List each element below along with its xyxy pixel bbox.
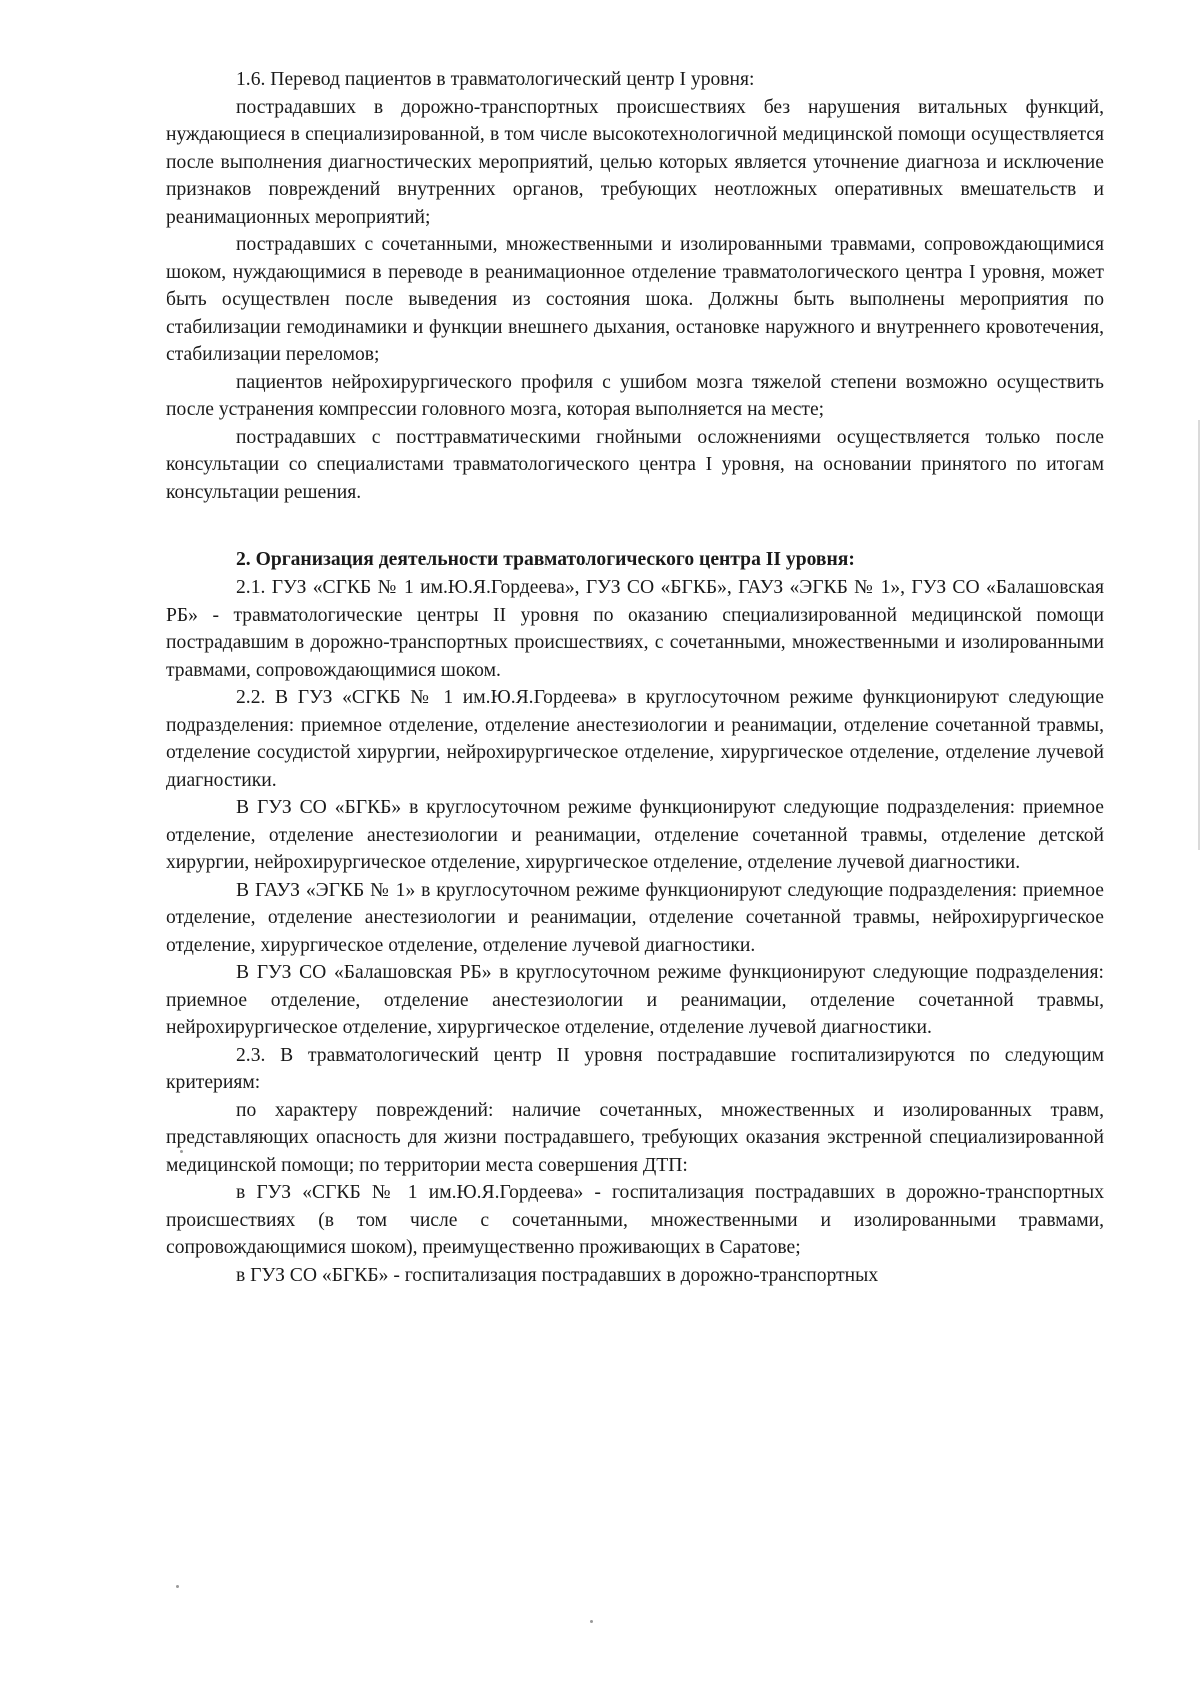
item-1-6-paragraph-4: пострадавших с посттравматическими гнойными осложнениями осуществляется только после консультации со специалистами травматологического центра I уровня, на основании принятого по итогам консультации решения. bbox=[166, 426, 1104, 503]
item-2-3-paragraph-3: в ГУЗ «СГКБ № 1 им.Ю.Я.Гордеева» - госпитализация пострадавших в дорожно-транспортных происшествиях (в том числе с сочетанными, множественными и изолированными травмами, сопровождающимися шоком), преимущественно проживающих в Саратове; bbox=[166, 1182, 1104, 1258]
item-2-3-paragraph-2: по характеру повреждений: наличие сочетанных, множественных и изолированных травм, представляющих опасность для жизни пострадавшего, требующих оказания экстренной специализированной медицинской помощи; по территории места совершения ДТП: bbox=[166, 1099, 1104, 1176]
section-2-heading: 2. Организация деятельности травматологического центра II уровня: bbox=[236, 549, 855, 570]
item-2-3-paragraph-1: 2.3. В травматологический центр II уровня пострадавшие госпитализируются по следующим критериям: bbox=[166, 1044, 1104, 1093]
section-2-body bbox=[166, 574, 1104, 1289]
item-2-2-paragraph-2: В ГУЗ СО «БГКБ» в круглосуточном режиме функционируют следующие подразделения: приемное отделение, отделение анестезиологии и реанимации, отделение сочетанной травмы, отделение детской хирургии, нейрохирургическое отделение, хирургическое отделение, отделение лучевой диагностики. bbox=[166, 797, 1104, 873]
item-2-1: 2.1. ГУЗ «СГКБ № 1 им.Ю.Я.Гордеева», ГУЗ СО «БГКБ», ГАУЗ «ЭГКБ № 1», ГУЗ СО «Балашовская РБ» - травматологические центры II уровня по оказанию специализированной медицинской помощи пострадавшим в дорожно-транспортных происшествиях, с сочетанными, множественными и изолированными травмами, сопровождающимися шоком. bbox=[166, 577, 1104, 681]
item-2-2-paragraph-1: 2.2. В ГУЗ «СГКБ № 1 им.Ю.Я.Гордеева» в круглосуточном режиме функционируют следующие подразделения: приемное отделение, отделение анестезиологии и реанимации, отделение сочетанной травмы, отделение сосудистой хирургии, нейрохирургическое отделение, хирургическое отделение, отделение лучевой диагностики. bbox=[166, 687, 1104, 791]
scan-speck bbox=[180, 1150, 183, 1153]
section-1-6 bbox=[166, 66, 1104, 506]
item-2-3-paragraph-4: в ГУЗ СО «БГКБ» - госпитализация пострадавших в дорожно-транспортных bbox=[236, 1264, 879, 1286]
item-1-6-paragraph-3: пациентов нейрохирургического профиля с ушибом мозга тяжелой степени возможно осуществить после устранения компрессии головного мозга, которая выполняется на месте; bbox=[166, 371, 1104, 420]
item-1-6-paragraph-2: пострадавших с сочетанными, множественными и изолированными травмами, сопровождающимися шоком, нуждающимися в переводе в реанимационное отделение травматологического центра I уровня, может быть осуществлен после выведения из состояния шока. Должны быть выполнены мероприятия по стабилизации гемодинамики и функции внешнего дыхания, остановке наружного и внутреннего кровотечения, стабилизации переломов; bbox=[166, 234, 1104, 365]
item-1-6-title: 1.6. Перевод пациентов в травматологический центр I уровня: bbox=[236, 69, 755, 90]
item-2-2-paragraph-3: В ГАУЗ «ЭГКБ № 1» в круглосуточном режиме функционируют следующие подразделения: приемное отделение, отделение анестезиологии и реанимации, отделение сочетанной травмы, нейрохирургическое отделение, хирургическое отделение, отделение лучевой диагностики. bbox=[166, 879, 1104, 956]
scan-speck bbox=[176, 1585, 179, 1588]
item-2-2-paragraph-4: В ГУЗ СО «Балашовская РБ» в круглосуточном режиме функционируют следующие подразделения: приемное отделение, отделение анестезиологии и реанимации, отделение сочетанной травмы, нейрохирургическое отделение, хирургическое отделение, отделение лучевой диагностики. bbox=[166, 962, 1104, 1038]
item-1-6-paragraph-1: пострадавших в дорожно-транспортных происшествиях без нарушения витальных функций, нуждающиеся в специализированной, в том числе высокотехнологичной медицинской помощи осуществляется после выполнения диагностических мероприятий, целью которых является уточнение диагноза и исключение признаков повреждений внутренних органов, требующих неотложных оперативных вмешательств и реанимационных мероприятий; bbox=[166, 96, 1104, 228]
scan-speck bbox=[590, 1620, 593, 1623]
